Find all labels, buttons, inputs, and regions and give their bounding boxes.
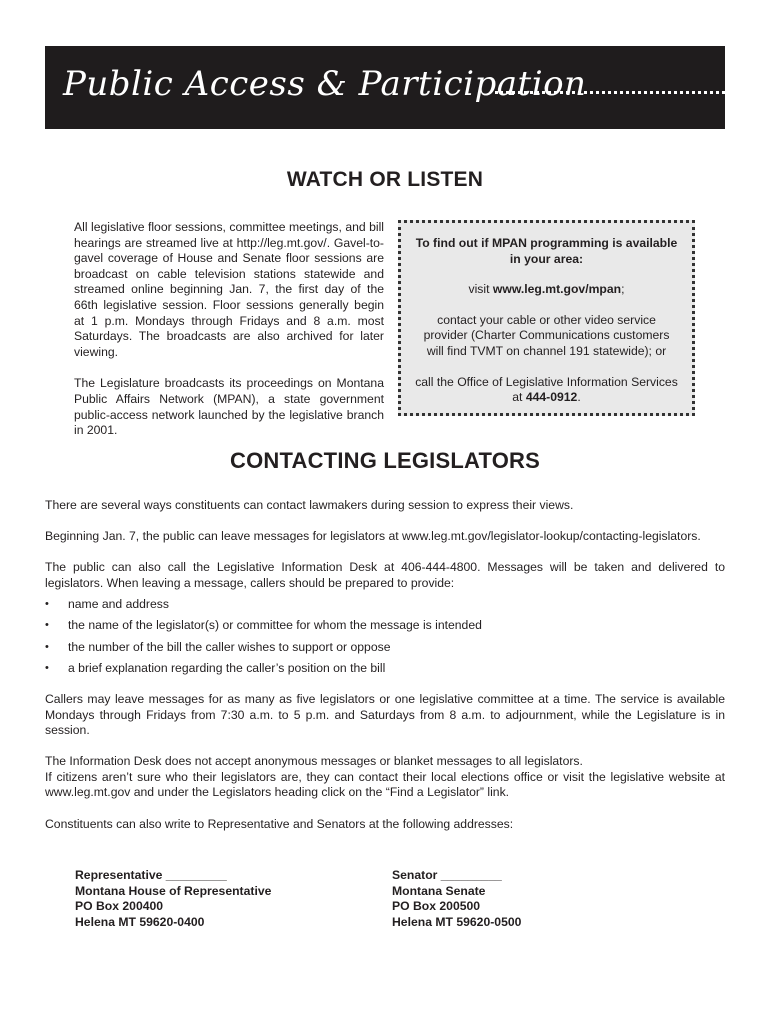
mpan-box-heading: To find out if MPAN programming is available in your area: [415,236,678,266]
call-prefix: call the Office of Legislative Information Services at [415,374,678,405]
watch-text-column [74,220,384,439]
call-suffix: . [577,390,581,405]
visit-prefix: visit [468,282,493,297]
visit-suffix: ; [621,282,625,297]
address-line: Senator _________ [392,868,502,882]
message-requirements-list [45,597,725,682]
address-line: Montana House of Representative [75,883,272,898]
anonymous-messages-paragraph [45,754,725,801]
write-paragraph: Constituents can also write to Representative and Senators at the following addresses: [45,817,514,831]
senator-address [392,868,521,930]
representative-address [75,868,271,930]
banner-dotted-rule [495,91,743,94]
title-banner [45,46,725,129]
list-item: • the number of the bill the caller wishes to support or oppose [45,640,725,661]
mpan-contact-provider: contact your cable or other video service provider (Charter Communications customers will find TVMT on channel 191 statewide); or [423,312,670,358]
streaming-paragraph: All legislative floor sessions, committee meetings, and bill hearings are streamed live at http://leg.mt.gov/. Gavel-to-gavel coverage of House and Senate floor sessions are broadcast on cable television stations statewide and streamed online beginning Jan. 7, the first day of the 66th legislative session. Floor sessions generally begin at 1 p.m. Mondays through Fridays and 8 a.m. most Saturdays. The broadcasts are also archived for later viewing. [74,220,384,359]
list-item: • the name of the legislator(s) or committee for whom the message is intended [45,618,725,639]
mpan-call-line [415,375,678,406]
intro-paragraph: There are several ways constituents can contact lawmakers during session to express their views. [45,498,574,512]
find-legislator-line: If citizens aren’t sure who their legislators are, they can contact their local elections office or visit the legislative website at www.leg.mt.gov and under the Legislators heading click on the “Find a Legislator” link. [45,769,725,800]
banner-title: Public Access & Participation [63,64,587,104]
list-item: • name and address [45,597,725,618]
address-line: Montana Senate [392,883,486,898]
info-desk-paragraph: The public can also call the Legislative Information Desk at 406-444-4800. Messages will be taken and delivered to legislators. When leaving a message, callers should be prepared to provide: [45,560,725,590]
address-line: PO Box 200400 [75,899,164,914]
anonymous-line: The Information Desk does not accept anonymous messages or blanket messages to all legislators. [45,754,583,768]
address-line: Helena MT 59620-0400 [75,914,205,929]
contacting-legislators-heading: CONTACTING LEGISLATORS [230,448,540,473]
address-line: Helena MT 59620-0500 [392,914,522,929]
info-services-phone: 444-0912 [525,390,578,405]
message-limits-paragraph: Callers may leave messages for as many as five legislators or one legislative committee at a time. The service is available Mondays through Fridays from 7:30 a.m. to 5 p.m. and Saturdays from 8 a.m. to adjournment, while the Legislature is in session. [45,692,725,738]
watch-or-listen-heading: WATCH OR LISTEN [286,168,484,191]
address-line: PO Box 200500 [392,899,481,914]
list-item: • a brief explanation regarding the caller’s position on the bill [45,661,725,682]
mpan-info-box [398,220,695,416]
mpan-visit-line [415,282,678,298]
messages-paragraph: Beginning Jan. 7, the public can leave messages for legislators at www.leg.mt.gov/legislator-lookup/contacting-legislators. [45,529,701,543]
mpan-link[interactable]: www.leg.mt.gov/mpan [492,282,622,297]
address-line: Representative _________ [75,868,227,882]
mpan-paragraph: The Legislature broadcasts its proceedings on Montana Public Affairs Network (MPAN), a state government public-access network launched by the legislative branch in 2001. [74,376,384,438]
